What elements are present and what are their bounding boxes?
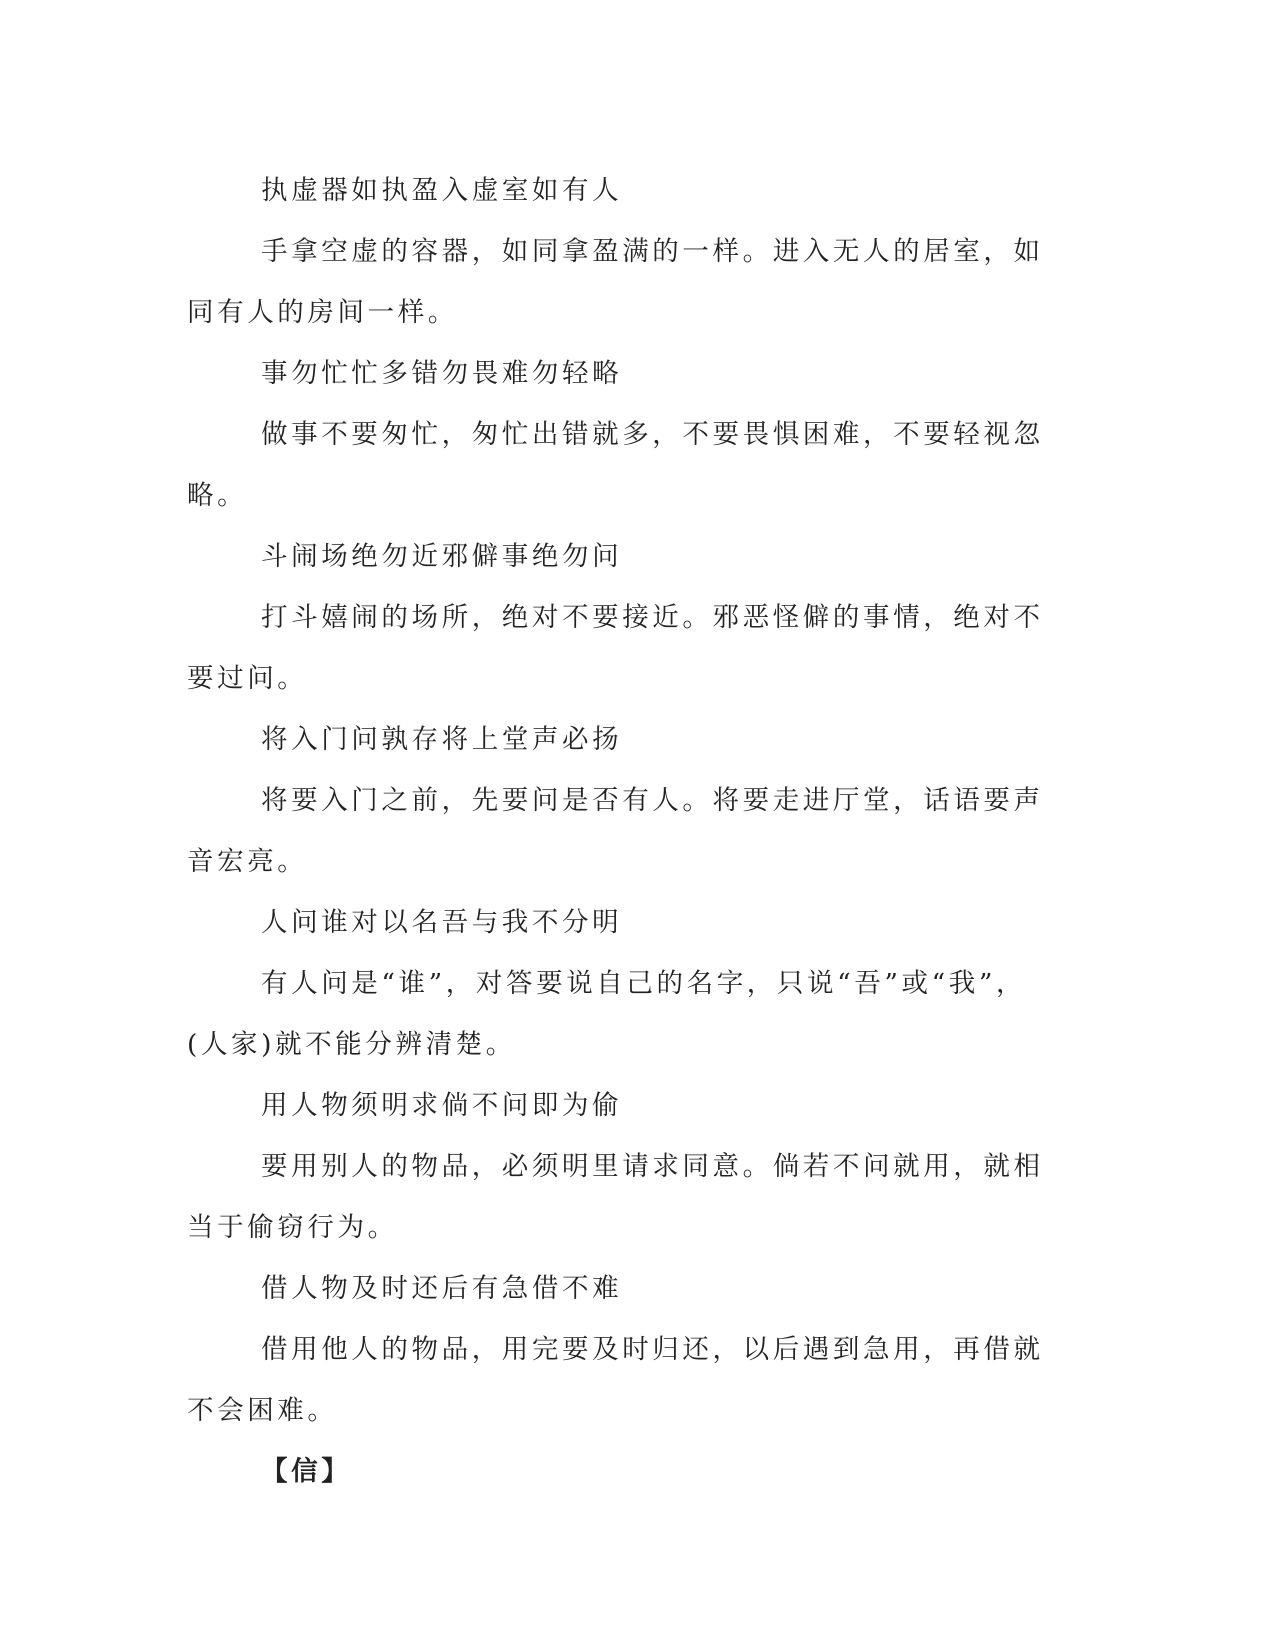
paragraph: 执虚器如执盈入虚室如有人: [261, 175, 623, 206]
document-page: [187, 160, 1067, 1502]
paragraph: 做事不要匆忙，匆忙出错就多，不要畏惧困难，不要轻视忽略。: [187, 419, 1044, 511]
section-title: 【信】: [261, 1456, 352, 1487]
paragraph: 用人物须明求倘不问即为偷: [261, 1090, 623, 1121]
paragraph: 斗闹场绝勿近邪僻事绝勿问: [261, 541, 623, 572]
paragraph: 手拿空虚的容器，如同拿盈满的一样。进入无人的居室，如同有人的房间一样。: [187, 236, 1044, 328]
paragraph: 有人问是“谁”，对答要说自己的名字，只说“吾”或“我”，(人家)就不能分辨清楚。: [187, 968, 1027, 1060]
paragraph: 将要入门之前，先要问是否有人。将要走进厅堂，话语要声音宏亮。: [187, 785, 1044, 877]
paragraph: 借用他人的物品，用完要及时归还，以后遇到急用，再借就不会困难。: [187, 1334, 1044, 1426]
paragraph: 要用别人的物品，必须明里请求同意。倘若不问就用，就相当于偷窃行为。: [187, 1151, 1044, 1243]
paragraph: 打斗嬉闹的场所，绝对不要接近。邪恶怪僻的事情，绝对不要过问。: [187, 602, 1044, 694]
paragraph: 将入门问孰存将上堂声必扬: [261, 724, 623, 755]
paragraph: 借人物及时还后有急借不难: [261, 1273, 623, 1304]
paragraph: 人问谁对以名吾与我不分明: [261, 907, 623, 938]
paragraph: 事勿忙忙多错勿畏难勿轻略: [261, 358, 623, 389]
